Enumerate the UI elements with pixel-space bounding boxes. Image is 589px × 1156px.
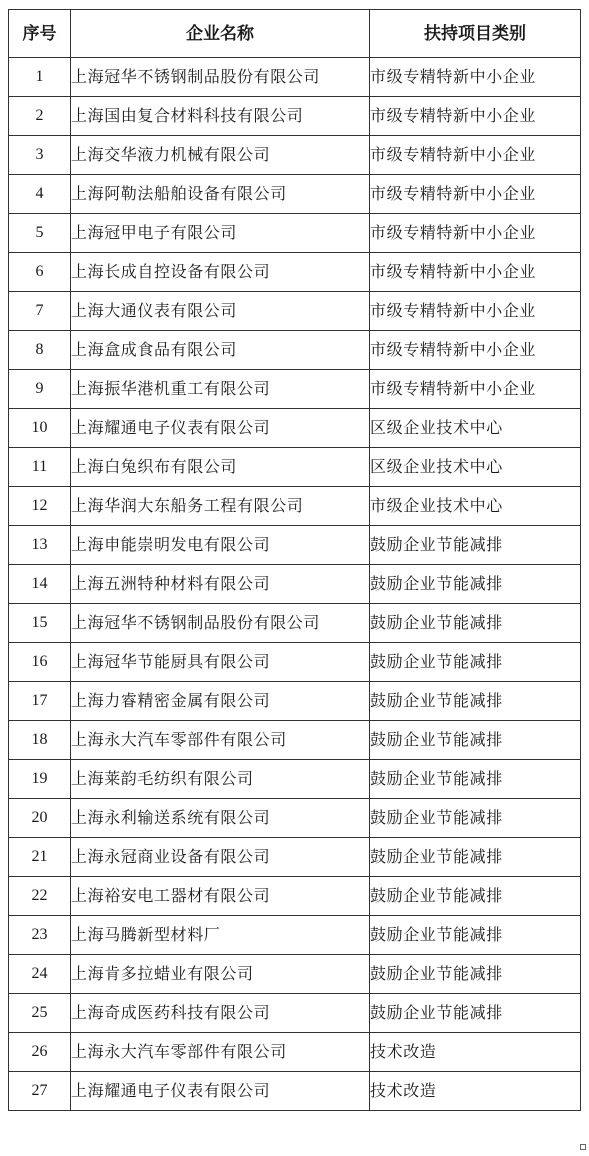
support-type-cell: 鼓励企业节能减排 — [370, 799, 581, 838]
table-row — [9, 604, 581, 643]
row-num-cell: 16 — [9, 643, 71, 682]
row-num-cell: 8 — [9, 331, 71, 370]
row-num-cell: 27 — [9, 1072, 71, 1111]
row-num-cell: 10 — [9, 409, 71, 448]
header-num: 序号 — [9, 10, 71, 58]
support-type-cell: 鼓励企业节能减排 — [370, 604, 581, 643]
table-row — [9, 253, 581, 292]
corner-mark — [580, 1144, 586, 1150]
row-num-cell: 12 — [9, 487, 71, 526]
row-num-cell: 11 — [9, 448, 71, 487]
support-type-cell: 鼓励企业节能减排 — [370, 955, 581, 994]
company-name-cell: 上海耀通电子仪表有限公司 — [71, 1072, 370, 1111]
row-num-cell: 5 — [9, 214, 71, 253]
company-name-cell: 上海奇成医药科技有限公司 — [71, 994, 370, 1033]
support-type-cell: 鼓励企业节能减排 — [370, 682, 581, 721]
company-name-cell: 上海莱韵毛纺织有限公司 — [71, 760, 370, 799]
table-row — [9, 370, 581, 409]
table-row — [9, 409, 581, 448]
company-name-cell: 上海五洲特种材料有限公司 — [71, 565, 370, 604]
row-num-cell: 17 — [9, 682, 71, 721]
company-name-cell: 上海大通仪表有限公司 — [71, 292, 370, 331]
company-name-cell: 上海冠华节能厨具有限公司 — [71, 643, 370, 682]
company-name-cell: 上海肯多拉蜡业有限公司 — [71, 955, 370, 994]
company-name-cell: 上海阿勒法船舶设备有限公司 — [71, 175, 370, 214]
support-type-cell: 鼓励企业节能减排 — [370, 838, 581, 877]
company-name-cell: 上海振华港机重工有限公司 — [71, 370, 370, 409]
table-row — [9, 175, 581, 214]
support-type-cell: 市级专精特新中小企业 — [370, 214, 581, 253]
company-name-cell: 上海马腾新型材料厂 — [71, 916, 370, 955]
row-num-cell: 6 — [9, 253, 71, 292]
table-row — [9, 58, 581, 97]
row-num-cell: 26 — [9, 1033, 71, 1072]
support-type-cell: 鼓励企业节能减排 — [370, 643, 581, 682]
row-num-cell: 1 — [9, 58, 71, 97]
table-row — [9, 1033, 581, 1072]
support-type-cell: 市级专精特新中小企业 — [370, 136, 581, 175]
support-type-cell: 鼓励企业节能减排 — [370, 877, 581, 916]
table-row — [9, 799, 581, 838]
company-name-cell: 上海长成自控设备有限公司 — [71, 253, 370, 292]
table-row — [9, 565, 581, 604]
table-row — [9, 838, 581, 877]
company-name-cell: 上海冠甲电子有限公司 — [71, 214, 370, 253]
support-type-cell: 区级企业技术中心 — [370, 448, 581, 487]
table-row — [9, 136, 581, 175]
row-num-cell: 3 — [9, 136, 71, 175]
row-num-cell: 14 — [9, 565, 71, 604]
company-name-cell: 上海永利输送系统有限公司 — [71, 799, 370, 838]
company-name-cell: 上海白兔织布有限公司 — [71, 448, 370, 487]
table-row — [9, 877, 581, 916]
header-row — [9, 10, 581, 58]
row-num-cell: 9 — [9, 370, 71, 409]
support-type-cell: 区级企业技术中心 — [370, 409, 581, 448]
support-type-cell: 鼓励企业节能减排 — [370, 760, 581, 799]
enterprise-support-table — [8, 9, 581, 1111]
table-row — [9, 1072, 581, 1111]
table-row — [9, 292, 581, 331]
row-num-cell: 19 — [9, 760, 71, 799]
table-row — [9, 721, 581, 760]
table-row — [9, 526, 581, 565]
support-type-cell: 鼓励企业节能减排 — [370, 721, 581, 760]
table-row — [9, 955, 581, 994]
table-body — [9, 58, 581, 1111]
row-num-cell: 24 — [9, 955, 71, 994]
table-row — [9, 97, 581, 136]
support-type-cell: 市级专精特新中小企业 — [370, 253, 581, 292]
table-header — [9, 10, 581, 58]
table-row — [9, 331, 581, 370]
row-num-cell: 22 — [9, 877, 71, 916]
support-type-cell: 鼓励企业节能减排 — [370, 994, 581, 1033]
support-type-cell: 技术改造 — [370, 1072, 581, 1111]
support-type-cell: 市级专精特新中小企业 — [370, 97, 581, 136]
support-type-cell: 技术改造 — [370, 1033, 581, 1072]
row-num-cell: 13 — [9, 526, 71, 565]
company-name-cell: 上海永大汽车零部件有限公司 — [71, 1033, 370, 1072]
row-num-cell: 4 — [9, 175, 71, 214]
support-type-cell: 鼓励企业节能减排 — [370, 526, 581, 565]
table-row — [9, 448, 581, 487]
table-row — [9, 643, 581, 682]
support-type-cell: 市级专精特新中小企业 — [370, 58, 581, 97]
header-name: 企业名称 — [71, 10, 370, 58]
company-name-cell: 上海冠华不锈钢制品股份有限公司 — [71, 58, 370, 97]
table-row — [9, 214, 581, 253]
support-type-cell: 市级专精特新中小企业 — [370, 370, 581, 409]
company-name-cell: 上海力睿精密金属有限公司 — [71, 682, 370, 721]
company-name-cell: 上海冠华不锈钢制品股份有限公司 — [71, 604, 370, 643]
support-type-cell: 市级专精特新中小企业 — [370, 292, 581, 331]
support-type-cell: 市级企业技术中心 — [370, 487, 581, 526]
header-type: 扶持项目类别 — [370, 10, 581, 58]
company-name-cell: 上海耀通电子仪表有限公司 — [71, 409, 370, 448]
support-type-cell: 鼓励企业节能减排 — [370, 565, 581, 604]
table-row — [9, 682, 581, 721]
company-name-cell: 上海裕安电工器材有限公司 — [71, 877, 370, 916]
company-name-cell: 上海华润大东船务工程有限公司 — [71, 487, 370, 526]
row-num-cell: 15 — [9, 604, 71, 643]
table-row — [9, 760, 581, 799]
row-num-cell: 21 — [9, 838, 71, 877]
table-row — [9, 994, 581, 1033]
support-type-cell: 市级专精特新中小企业 — [370, 331, 581, 370]
row-num-cell: 2 — [9, 97, 71, 136]
row-num-cell: 18 — [9, 721, 71, 760]
support-type-cell: 市级专精特新中小企业 — [370, 175, 581, 214]
row-num-cell: 7 — [9, 292, 71, 331]
company-name-cell: 上海永大汽车零部件有限公司 — [71, 721, 370, 760]
company-name-cell: 上海国由复合材料科技有限公司 — [71, 97, 370, 136]
company-name-cell: 上海永冠商业设备有限公司 — [71, 838, 370, 877]
company-name-cell: 上海盒成食品有限公司 — [71, 331, 370, 370]
table-row — [9, 487, 581, 526]
table-row — [9, 916, 581, 955]
row-num-cell: 25 — [9, 994, 71, 1033]
company-name-cell: 上海申能崇明发电有限公司 — [71, 526, 370, 565]
row-num-cell: 23 — [9, 916, 71, 955]
company-name-cell: 上海交华液力机械有限公司 — [71, 136, 370, 175]
row-num-cell: 20 — [9, 799, 71, 838]
support-type-cell: 鼓励企业节能减排 — [370, 916, 581, 955]
